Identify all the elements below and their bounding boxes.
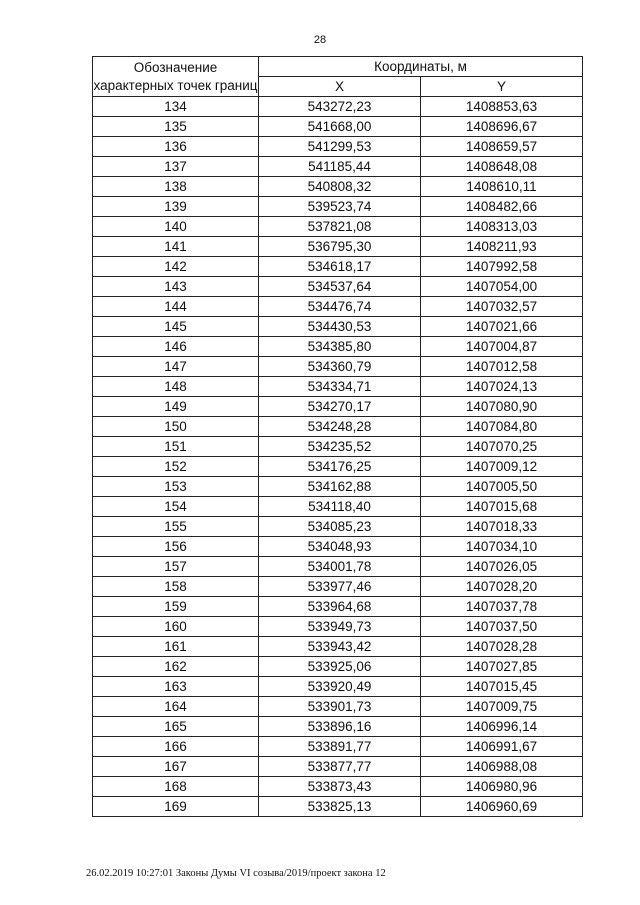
table-row	[93, 177, 583, 197]
x-coordinate-cell: 534085,23	[259, 517, 421, 537]
table-row	[93, 617, 583, 637]
x-coordinate-cell: 541668,00	[259, 117, 421, 137]
point-id-cell: 159	[93, 597, 259, 617]
point-id-cell: 143	[93, 277, 259, 297]
x-coordinate-cell: 534118,40	[259, 497, 421, 517]
y-coordinate-cell: 1407080,90	[421, 397, 583, 417]
point-id-cell: 168	[93, 777, 259, 797]
y-coordinate-cell: 1408648,08	[421, 157, 583, 177]
x-coordinate-cell: 534235,52	[259, 437, 421, 457]
point-id-cell: 147	[93, 357, 259, 377]
x-coordinate-cell: 534334,71	[259, 377, 421, 397]
table-row	[93, 237, 583, 257]
point-id-cell: 142	[93, 257, 259, 277]
x-coordinate-cell: 534430,53	[259, 317, 421, 337]
x-coordinate-cell: 534001,78	[259, 557, 421, 577]
point-id-cell: 150	[93, 417, 259, 437]
x-coordinate-cell: 534476,74	[259, 297, 421, 317]
x-coordinate-cell: 534618,17	[259, 257, 421, 277]
point-id-cell: 158	[93, 577, 259, 597]
y-coordinate-cell: 1407015,45	[421, 677, 583, 697]
table-row	[93, 217, 583, 237]
point-id-cell: 154	[93, 497, 259, 517]
y-coordinate-cell: 1406980,96	[421, 777, 583, 797]
y-coordinate-cell: 1406996,14	[421, 717, 583, 737]
y-coordinate-cell: 1407009,75	[421, 697, 583, 717]
y-coordinate-cell: 1408482,66	[421, 197, 583, 217]
coordinates-table	[92, 56, 583, 817]
y-coordinate-cell: 1407054,00	[421, 277, 583, 297]
table-row	[93, 657, 583, 677]
y-coordinate-cell: 1407026,05	[421, 557, 583, 577]
y-coordinate-cell: 1407028,28	[421, 637, 583, 657]
y-coordinate-cell: 1406988,08	[421, 757, 583, 777]
point-id-cell: 139	[93, 197, 259, 217]
table-row	[93, 357, 583, 377]
table-row	[93, 757, 583, 777]
x-coordinate-cell: 533949,73	[259, 617, 421, 637]
x-coordinate-cell: 533891,77	[259, 737, 421, 757]
table-row	[93, 777, 583, 797]
table-row	[93, 557, 583, 577]
point-id-cell: 140	[93, 217, 259, 237]
point-id-cell: 144	[93, 297, 259, 317]
point-id-cell: 169	[93, 797, 259, 817]
x-coordinate-cell: 534385,80	[259, 337, 421, 357]
x-coordinate-cell: 534537,64	[259, 277, 421, 297]
point-id-cell: 156	[93, 537, 259, 557]
table-row	[93, 397, 583, 417]
x-coordinate-cell: 540808,32	[259, 177, 421, 197]
x-coordinate-cell: 534162,88	[259, 477, 421, 497]
y-coordinate-cell: 1407032,57	[421, 297, 583, 317]
point-id-cell: 141	[93, 237, 259, 257]
point-id-cell: 137	[93, 157, 259, 177]
y-coordinate-cell: 1408610,11	[421, 177, 583, 197]
y-coordinate-cell: 1408313,03	[421, 217, 583, 237]
table-row	[93, 117, 583, 137]
table-row	[93, 297, 583, 317]
table-row	[93, 577, 583, 597]
table-row	[93, 637, 583, 657]
y-coordinate-cell: 1407070,25	[421, 437, 583, 457]
table-row	[93, 717, 583, 737]
y-coordinate-cell: 1407034,10	[421, 537, 583, 557]
table-row	[93, 157, 583, 177]
point-id-cell: 149	[93, 397, 259, 417]
table-row	[93, 457, 583, 477]
x-coordinate-cell: 533943,42	[259, 637, 421, 657]
x-coordinate-cell: 533896,16	[259, 717, 421, 737]
x-coordinate-cell: 533925,06	[259, 657, 421, 677]
table-row	[93, 197, 583, 217]
header-coordinates: Координаты, м	[259, 57, 583, 77]
x-coordinate-cell: 534360,79	[259, 357, 421, 377]
point-id-cell: 151	[93, 437, 259, 457]
y-coordinate-cell: 1407037,50	[421, 617, 583, 637]
y-coordinate-cell: 1407012,58	[421, 357, 583, 377]
y-coordinate-cell: 1407021,66	[421, 317, 583, 337]
y-coordinate-cell: 1408696,67	[421, 117, 583, 137]
table-row	[93, 317, 583, 337]
point-id-cell: 165	[93, 717, 259, 737]
y-coordinate-cell: 1407084,80	[421, 417, 583, 437]
y-coordinate-cell: 1407037,78	[421, 597, 583, 617]
table-row	[93, 797, 583, 817]
y-coordinate-cell: 1407024,13	[421, 377, 583, 397]
table-row	[93, 437, 583, 457]
table-row	[93, 697, 583, 717]
x-coordinate-cell: 536795,30	[259, 237, 421, 257]
page-number: 28	[313, 34, 327, 46]
x-coordinate-cell: 534176,25	[259, 457, 421, 477]
x-coordinate-cell: 533901,73	[259, 697, 421, 717]
point-id-cell: 167	[93, 757, 259, 777]
y-coordinate-cell: 1408211,93	[421, 237, 583, 257]
x-coordinate-cell: 533977,46	[259, 577, 421, 597]
table-row	[93, 377, 583, 397]
x-coordinate-cell: 534048,93	[259, 537, 421, 557]
table-row	[93, 597, 583, 617]
point-id-cell: 146	[93, 337, 259, 357]
x-coordinate-cell: 533920,49	[259, 677, 421, 697]
x-coordinate-cell: 534248,28	[259, 417, 421, 437]
point-id-cell: 162	[93, 657, 259, 677]
header-point-designation: Обозначение характерных точек границ	[93, 57, 259, 97]
point-id-cell: 160	[93, 617, 259, 637]
table-row	[93, 257, 583, 277]
x-coordinate-cell: 541299,53	[259, 137, 421, 157]
x-coordinate-cell: 533825,13	[259, 797, 421, 817]
y-coordinate-cell: 1407004,87	[421, 337, 583, 357]
table-row	[93, 337, 583, 357]
point-id-cell: 145	[93, 317, 259, 337]
point-id-cell: 138	[93, 177, 259, 197]
x-coordinate-cell: 541185,44	[259, 157, 421, 177]
x-coordinate-cell: 534270,17	[259, 397, 421, 417]
point-id-cell: 136	[93, 137, 259, 157]
y-coordinate-cell: 1407015,68	[421, 497, 583, 517]
table-row	[93, 417, 583, 437]
point-id-cell: 166	[93, 737, 259, 757]
table-row	[93, 277, 583, 297]
point-id-cell: 157	[93, 557, 259, 577]
y-coordinate-cell: 1406991,67	[421, 737, 583, 757]
point-id-cell: 164	[93, 697, 259, 717]
table-row	[93, 137, 583, 157]
y-coordinate-cell: 1406960,69	[421, 797, 583, 817]
table-row	[93, 517, 583, 537]
table-row	[93, 537, 583, 557]
point-id-cell: 135	[93, 117, 259, 137]
x-coordinate-cell: 539523,74	[259, 197, 421, 217]
table-body	[93, 97, 583, 817]
y-coordinate-cell: 1407009,12	[421, 457, 583, 477]
footer-stamp: 26.02.2019 10:27:01 Законы Думы VI созыва/2019/проект закона 12	[86, 868, 386, 879]
table-row	[93, 97, 583, 117]
y-coordinate-cell: 1407992,58	[421, 257, 583, 277]
point-id-cell: 163	[93, 677, 259, 697]
header-x: X	[259, 77, 421, 97]
point-id-cell: 134	[93, 97, 259, 117]
y-coordinate-cell: 1407005,50	[421, 477, 583, 497]
point-id-cell: 152	[93, 457, 259, 477]
x-coordinate-cell: 533877,77	[259, 757, 421, 777]
point-id-cell: 155	[93, 517, 259, 537]
table-row	[93, 497, 583, 517]
point-id-cell: 148	[93, 377, 259, 397]
y-coordinate-cell: 1407027,85	[421, 657, 583, 677]
x-coordinate-cell: 533964,68	[259, 597, 421, 617]
y-coordinate-cell: 1408659,57	[421, 137, 583, 157]
point-id-cell: 153	[93, 477, 259, 497]
x-coordinate-cell: 537821,08	[259, 217, 421, 237]
x-coordinate-cell: 533873,43	[259, 777, 421, 797]
y-coordinate-cell: 1407028,20	[421, 577, 583, 597]
header-y: Y	[421, 77, 583, 97]
table-row	[93, 477, 583, 497]
y-coordinate-cell: 1407018,33	[421, 517, 583, 537]
table-row	[93, 737, 583, 757]
x-coordinate-cell: 543272,23	[259, 97, 421, 117]
table-row	[93, 677, 583, 697]
y-coordinate-cell: 1408853,63	[421, 97, 583, 117]
point-id-cell: 161	[93, 637, 259, 657]
